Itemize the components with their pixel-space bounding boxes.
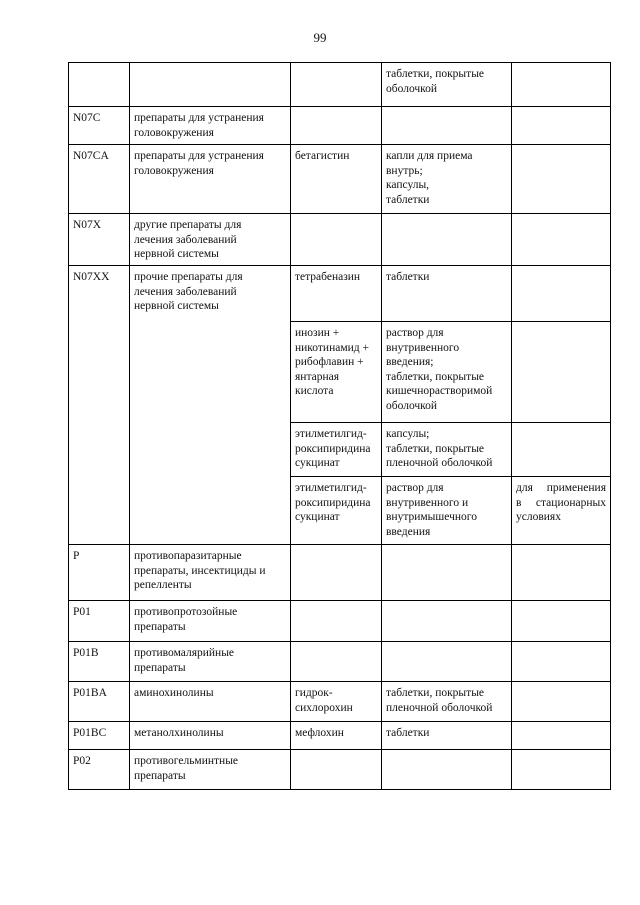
table-row: [69, 63, 611, 107]
atc-code-cell: P01BA: [69, 682, 130, 722]
note-cell: [512, 601, 611, 642]
group-name-cell: противопротозойные препараты: [130, 601, 291, 642]
dosage-form-cell: [382, 601, 512, 642]
atc-code-cell: N07X: [69, 214, 130, 266]
note-cell: [512, 322, 611, 423]
drug-name-cell: [291, 63, 382, 107]
dosage-form-cell: [382, 642, 512, 682]
note-cell: [512, 266, 611, 322]
atc-code-cell: P01BC: [69, 722, 130, 750]
drug-classification-table: [68, 62, 611, 790]
note-cell: [512, 642, 611, 682]
dosage-form-cell: капли для приема внутрь; капсулы, таблетки: [382, 145, 512, 214]
table-row: [69, 601, 611, 642]
dosage-form-cell: таблетки, покрытые пленочной оболочкой: [382, 682, 512, 722]
drug-name-cell: [291, 107, 382, 145]
dosage-form-cell: таблетки, покрытые оболочкой: [382, 63, 512, 107]
drug-name-cell: гидрок- сихлорохин: [291, 682, 382, 722]
note-cell: [512, 214, 611, 266]
note-cell: [512, 722, 611, 750]
group-name-cell: препараты для устранения головокружения: [130, 107, 291, 145]
table-row: [69, 642, 611, 682]
table-row: [69, 214, 611, 266]
table-row: [69, 682, 611, 722]
dosage-form-cell: [382, 214, 512, 266]
note-cell: [512, 545, 611, 601]
drug-name-cell: этилметилгид- роксипиридина сукцинат: [291, 423, 382, 477]
page-number: 99: [313, 30, 327, 45]
group-name-cell: аминохинолины: [130, 682, 291, 722]
atc-code-cell: N07XX: [69, 266, 130, 545]
note-cell: [512, 682, 611, 722]
dosage-form-cell: [382, 750, 512, 790]
dosage-form-cell: раствор для внутривенного и внутримышечного введения: [382, 477, 512, 545]
note-cell: [512, 63, 611, 107]
atc-code-cell: [69, 63, 130, 107]
note-cell: для применения в стационарных условиях: [512, 477, 611, 545]
atc-code-cell: P01: [69, 601, 130, 642]
table-row: [69, 107, 611, 145]
dosage-form-cell: таблетки: [382, 722, 512, 750]
dosage-form-cell: [382, 107, 512, 145]
note-cell: [512, 107, 611, 145]
atc-code-cell: N07CA: [69, 145, 130, 214]
drug-name-cell: [291, 750, 382, 790]
drug-name-cell: [291, 214, 382, 266]
dosage-form-cell: раствор для внутривенного введения; таблетки, покрытые кишечнорастворимой оболочкой: [382, 322, 512, 423]
table-row: [69, 145, 611, 214]
table-row: [69, 750, 611, 790]
drug-name-cell: [291, 642, 382, 682]
table-body: [69, 63, 611, 790]
drug-name-cell: [291, 545, 382, 601]
atc-code-cell: P02: [69, 750, 130, 790]
group-name-cell: препараты для устранения головокружения: [130, 145, 291, 214]
note-cell: [512, 750, 611, 790]
group-name-cell: прочие препараты для лечения заболеваний нервной системы: [130, 266, 291, 545]
group-name-cell: противогельминтные препараты: [130, 750, 291, 790]
group-name-cell: метанолхинолины: [130, 722, 291, 750]
dosage-form-cell: [382, 545, 512, 601]
group-name-cell: противомалярийные препараты: [130, 642, 291, 682]
drug-name-cell: тетрабеназин: [291, 266, 382, 322]
drug-name-cell: бетагистин: [291, 145, 382, 214]
atc-code-cell: N07C: [69, 107, 130, 145]
table-row: [69, 545, 611, 601]
note-cell: [512, 423, 611, 477]
group-name-cell: [130, 63, 291, 107]
group-name-cell: другие препараты для лечения заболеваний нервной системы: [130, 214, 291, 266]
table-row: [69, 722, 611, 750]
group-name-cell: противопаразитарные препараты, инсектициды и репелленты: [130, 545, 291, 601]
dosage-form-cell: капсулы; таблетки, покрытые пленочной оболочкой: [382, 423, 512, 477]
atc-code-cell: P: [69, 545, 130, 601]
drug-name-cell: мефлохин: [291, 722, 382, 750]
table-row: [69, 266, 611, 322]
drug-name-cell: инозин + никотинамид + рибофлавин + янтарная кислота: [291, 322, 382, 423]
atc-code-cell: P01B: [69, 642, 130, 682]
dosage-form-cell: таблетки: [382, 266, 512, 322]
drug-name-cell: этилметилгид- роксипиридина сукцинат: [291, 477, 382, 545]
note-cell: [512, 145, 611, 214]
drug-name-cell: [291, 601, 382, 642]
